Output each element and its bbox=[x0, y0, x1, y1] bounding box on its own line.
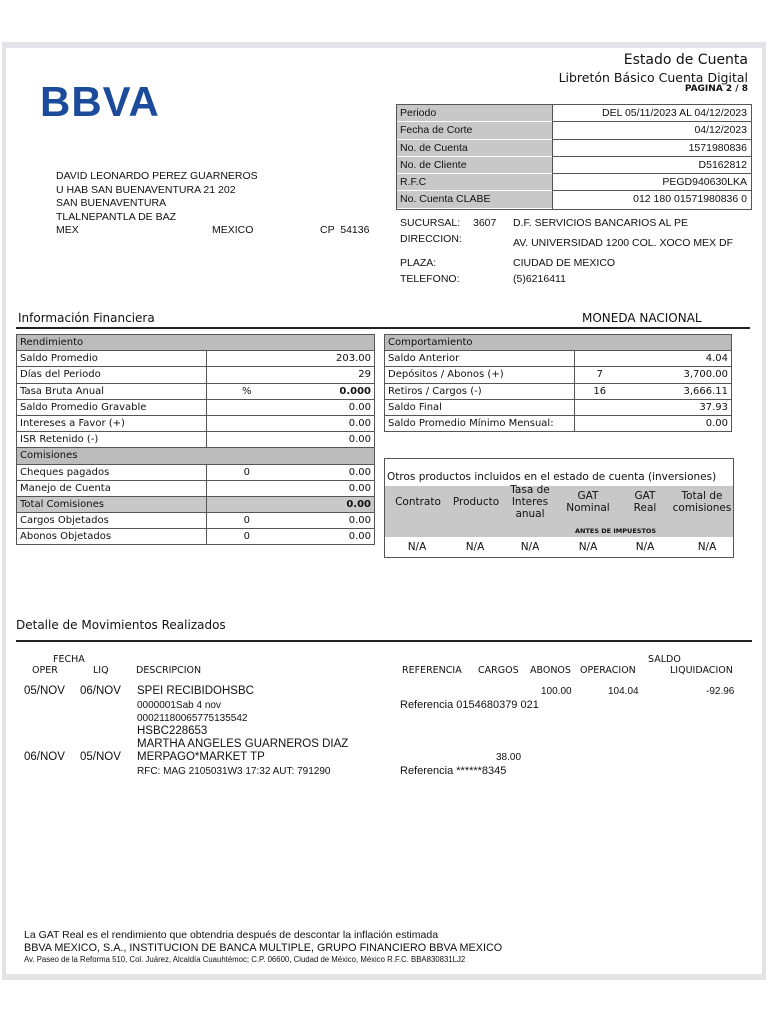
comisiones-header: Comisiones bbox=[17, 448, 375, 464]
row-value: 0.00 bbox=[287, 513, 375, 529]
currency-label: MONEDA NACIONAL bbox=[582, 311, 702, 325]
table-row bbox=[17, 415, 375, 431]
row-mid bbox=[207, 367, 287, 383]
row-label: Saldo Anterior bbox=[385, 351, 575, 367]
row-label: Manejo de Cuenta bbox=[17, 480, 207, 496]
telefono-label: TELEFONO: bbox=[400, 273, 460, 285]
row-mid: 7 bbox=[575, 367, 625, 383]
info-value: DEL 05/11/2023 AL 04/12/2023 bbox=[552, 105, 751, 122]
table-row bbox=[17, 464, 375, 480]
rendimiento-table bbox=[16, 334, 375, 545]
info-row-cliente bbox=[397, 157, 751, 174]
col-total-comisiones: Total de comisiones bbox=[672, 490, 732, 514]
customer-name: DAVID LEONARDO PEREZ GUARNEROS bbox=[56, 170, 258, 182]
table-row bbox=[17, 432, 375, 448]
row1-detail: MARTHA ANGELES GUARNEROS DIAZ bbox=[137, 738, 349, 750]
value-gat-real: N/A bbox=[635, 541, 655, 553]
section-divider bbox=[16, 640, 752, 642]
row1-abonos: 100.00 bbox=[541, 686, 572, 697]
row-mid bbox=[575, 351, 625, 367]
header-saldo: SALDO bbox=[648, 654, 681, 665]
address-line-2: SAN BUENAVENTURA bbox=[56, 197, 167, 209]
row2-description: MERPAGO*MARKET TP bbox=[137, 751, 265, 763]
info-label: No. de Cliente bbox=[397, 157, 552, 174]
info-value: 04/12/2023 bbox=[552, 122, 751, 139]
value-producto: N/A bbox=[465, 541, 485, 553]
inversiones-table bbox=[384, 458, 734, 558]
row-value: 0.00 bbox=[625, 415, 732, 431]
customer-address bbox=[56, 170, 258, 224]
row-value: 0.00 bbox=[287, 529, 375, 545]
row-mid bbox=[207, 399, 287, 415]
row-value: 0.000 bbox=[287, 383, 375, 399]
total-comisiones-row bbox=[17, 496, 375, 512]
row-label: Saldo Promedio Mínimo Mensual: bbox=[385, 415, 575, 431]
row1-liq-date: 06/NOV bbox=[80, 685, 121, 697]
col-gat-real: GAT Real bbox=[633, 490, 657, 514]
row-value: 0.00 bbox=[287, 432, 375, 448]
row-label: Total Comisiones bbox=[17, 496, 207, 512]
row-mid bbox=[575, 399, 625, 415]
table-row bbox=[17, 399, 375, 415]
row1-detail: HSBC228653 bbox=[137, 725, 208, 737]
row-value: 0.00 bbox=[287, 464, 375, 480]
account-info-table bbox=[396, 104, 752, 210]
sucursal-name: D.F. SERVICIOS BANCARIOS AL PE bbox=[513, 217, 689, 229]
info-label: Fecha de Corte bbox=[397, 122, 552, 139]
row1-detail: 00021180065775135542 bbox=[137, 713, 248, 724]
table-header-row bbox=[385, 335, 732, 351]
row-label: Saldo Promedio Gravable bbox=[17, 399, 207, 415]
row1-description: SPEI RECIBIDOHSBC bbox=[137, 685, 254, 697]
info-label: R.F.C bbox=[397, 174, 552, 191]
row-label: ISR Retenido (-) bbox=[17, 432, 207, 448]
row-mid bbox=[207, 415, 287, 431]
info-row-rfc bbox=[397, 174, 751, 191]
row-mid bbox=[207, 496, 287, 512]
row-value: 3,700.00 bbox=[625, 367, 732, 383]
row2-liq-date: 05/NOV bbox=[80, 751, 121, 763]
row-label: Tasa Bruta Anual bbox=[17, 383, 207, 399]
header-oper: OPER bbox=[32, 665, 58, 676]
row-label: Cheques pagados bbox=[17, 464, 207, 480]
section-title-movimientos: Detalle de Movimientos Realizados bbox=[16, 618, 226, 632]
address-state: MEX bbox=[56, 224, 79, 236]
address-cp: CP 54136 bbox=[320, 224, 370, 236]
info-label: No. de Cuenta bbox=[397, 140, 552, 157]
col-producto: Producto bbox=[452, 496, 500, 508]
row-value: 0.00 bbox=[287, 399, 375, 415]
col-gat-nominal: GAT Nominal bbox=[566, 490, 610, 514]
page-number: PAGINA 2 / 8 bbox=[684, 84, 748, 94]
row-value: 4.04 bbox=[625, 351, 732, 367]
row-label: Días del Periodo bbox=[17, 367, 207, 383]
info-value: PEGD940630LKA bbox=[552, 174, 751, 191]
info-row-cuenta bbox=[397, 140, 751, 157]
header-operacion: OPERACION bbox=[580, 665, 636, 676]
sucursal-label: SUCURSAL: bbox=[400, 217, 461, 229]
row-mid: 0 bbox=[207, 529, 287, 545]
header-liquidacion: LIQUIDACION bbox=[670, 665, 733, 676]
gat-note: La GAT Real es el rendimiento que obtendria después de descontar la inflación estimada bbox=[24, 929, 439, 941]
row2-cargos: 38.00 bbox=[496, 752, 522, 763]
row2-oper-date: 06/NOV bbox=[24, 751, 65, 763]
value-contrato: N/A bbox=[407, 541, 427, 553]
row-value: 3,666.11 bbox=[625, 383, 732, 399]
table-row bbox=[17, 529, 375, 545]
info-value: 1571980836 bbox=[552, 140, 751, 157]
section-divider bbox=[16, 327, 750, 329]
product-name: Libretón Básico Cuenta Digital bbox=[558, 70, 748, 85]
row-value: 0.00 bbox=[287, 415, 375, 431]
row-label: Saldo Promedio bbox=[17, 351, 207, 367]
table-row bbox=[385, 367, 732, 383]
info-label: Periodo bbox=[397, 105, 552, 122]
row1-saldo-operacion: 104.04 bbox=[608, 686, 639, 697]
table-row bbox=[385, 383, 732, 399]
row1-saldo-liquidacion: -92.96 bbox=[706, 686, 735, 697]
header-referencia: REFERENCIA bbox=[402, 665, 462, 676]
rendimiento-header: Rendimiento bbox=[17, 335, 375, 351]
value-total-comisiones: N/A bbox=[697, 541, 717, 553]
row1-detail: 0000001Sab 4 nov bbox=[137, 700, 221, 711]
info-value: D5162812 bbox=[552, 157, 751, 174]
table-row bbox=[17, 513, 375, 529]
header-liq: LIQ bbox=[93, 665, 109, 676]
row-value: 0.00 bbox=[287, 480, 375, 496]
value-gat-nominal: N/A bbox=[578, 541, 598, 553]
bank-address: Av. Paseo de la Reforma 510, Col. Juárez, Alcaldía Cuauhtémoc; C.P. 06600, Ciudad de México, México R.F.C. BBA830831LJ2 bbox=[24, 955, 466, 964]
address-line-3: TLALNEPANTLA DE BAZ bbox=[56, 210, 177, 223]
comportamiento-header: Comportamiento bbox=[385, 335, 732, 351]
row-mid: 0 bbox=[207, 513, 287, 529]
bank-legal-name: BBVA MEXICO, S.A., INSTITUCION DE BANCA MULTIPLE, GRUPO FINANCIERO BBVA MEXICO bbox=[24, 942, 503, 954]
row2-referencia: Referencia ******8345 bbox=[400, 765, 507, 777]
row1-oper-date: 05/NOV bbox=[24, 685, 65, 697]
row-value: 37.93 bbox=[625, 399, 732, 415]
row-value: 0.00 bbox=[287, 496, 375, 512]
table-header-row bbox=[17, 448, 375, 464]
comportamiento-table bbox=[384, 334, 732, 432]
info-row-fecha-corte bbox=[397, 122, 751, 139]
telefono-value: (5)6216411 bbox=[513, 273, 566, 285]
row-label: Intereses a Favor (+) bbox=[17, 415, 207, 431]
info-value: 012 180 01571980836 0 bbox=[552, 191, 751, 208]
table-row bbox=[17, 480, 375, 496]
col-contrato: Contrato bbox=[395, 496, 441, 508]
row-label: Saldo Final bbox=[385, 399, 575, 415]
info-row-clabe bbox=[397, 191, 751, 208]
row2-detail: RFC: MAG 2105031W3 17:32 AUT: 791290 bbox=[137, 766, 331, 777]
table-row bbox=[17, 383, 375, 399]
bbva-logo: BBVA bbox=[40, 78, 160, 125]
header-fecha: FECHA bbox=[53, 654, 85, 665]
document-title: Estado de Cuenta bbox=[623, 52, 748, 68]
header-descripcion: DESCRIPCION bbox=[136, 665, 202, 676]
row-mid bbox=[207, 432, 287, 448]
table-header-row bbox=[17, 335, 375, 351]
direccion-label: DIRECCION: bbox=[400, 233, 462, 245]
row-label: Depósitos / Abonos (+) bbox=[385, 367, 575, 383]
col-tasa: Tasa de Interes anual bbox=[510, 484, 550, 520]
row-mid: 16 bbox=[575, 383, 625, 399]
table-row bbox=[385, 399, 732, 415]
row-mid: % bbox=[207, 383, 287, 399]
sucursal-number: 3607 bbox=[473, 217, 497, 229]
header-cargos: CARGOS bbox=[478, 665, 519, 676]
row1-referencia: Referencia 0154680379 021 bbox=[400, 699, 539, 711]
plaza-label: PLAZA: bbox=[400, 257, 437, 269]
table-row bbox=[17, 351, 375, 367]
table-row bbox=[17, 367, 375, 383]
table-row bbox=[385, 351, 732, 367]
header-abonos: ABONOS bbox=[530, 665, 571, 676]
info-label: No. Cuenta CLABE bbox=[397, 191, 552, 208]
plaza-value: CIUDAD DE MEXICO bbox=[513, 257, 616, 269]
row-value: 203.00 bbox=[287, 351, 375, 367]
inversiones-title: Otros productos incluidos en el estado de cuenta (inversiones) bbox=[387, 471, 717, 483]
table-row bbox=[385, 415, 732, 431]
section-title-financiera: Información Financiera bbox=[18, 311, 155, 325]
info-row-periodo bbox=[397, 105, 751, 122]
row-mid bbox=[207, 351, 287, 367]
row-label: Cargos Objetados bbox=[17, 513, 207, 529]
address-line-1: U HAB SAN BUENAVENTURA 21 202 bbox=[56, 183, 236, 196]
address-country: MEXICO bbox=[212, 224, 254, 236]
row-label: Abonos Objetados bbox=[17, 529, 207, 545]
row-mid bbox=[575, 415, 625, 431]
row-mid bbox=[207, 480, 287, 496]
row-label: Retiros / Cargos (-) bbox=[385, 383, 575, 399]
value-tasa: N/A bbox=[520, 541, 540, 553]
direccion-value: AV. UNIVERSIDAD 1200 COL. XOCO MEX DF bbox=[513, 237, 733, 249]
row-value: 29 bbox=[287, 367, 375, 383]
antes-impuestos-note: ANTES DE IMPUESTOS bbox=[575, 527, 657, 535]
row-mid: 0 bbox=[207, 464, 287, 480]
